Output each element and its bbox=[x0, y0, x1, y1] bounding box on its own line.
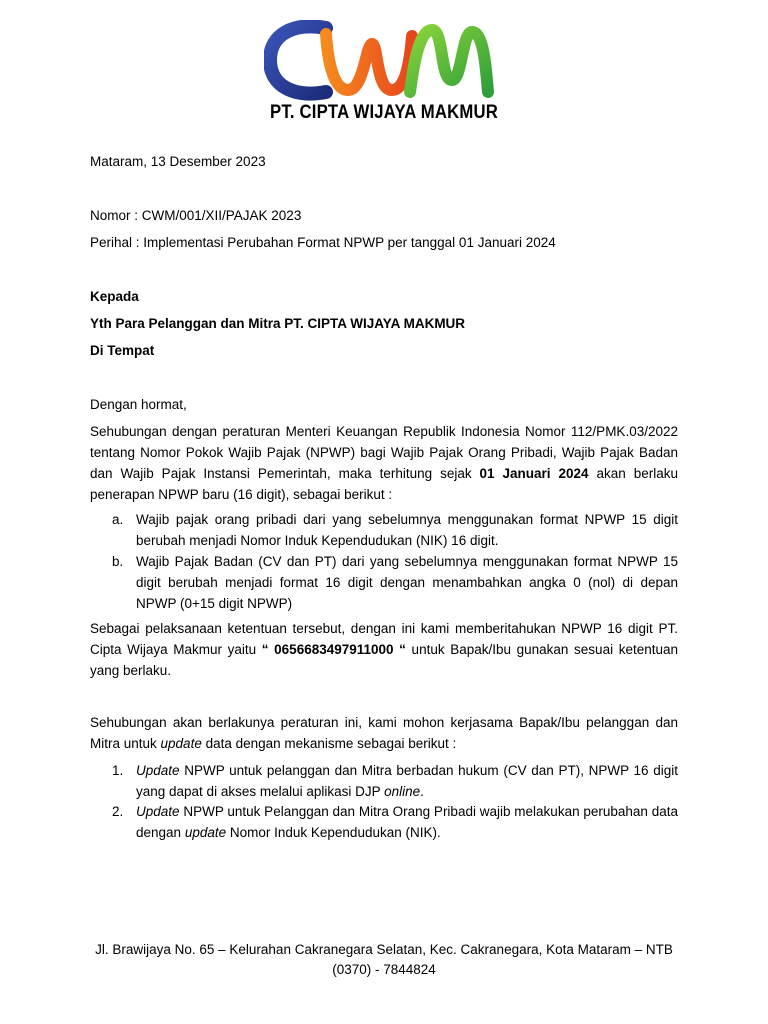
paragraph-regulation-text-end: akan berlaku penerapan NPWP baru (16 digit), sebagai berikut : bbox=[90, 466, 678, 502]
list-item-text: . bbox=[420, 784, 424, 799]
list-item: Wajib Pajak Badan (CV dan PT) dari yang sebelumnya menggunakan format NPWP 15 digit berubah menjadi format 16 digit dengan menambahkan angka 0 (nol) di depan NPWP (0+15 digit NPWP) bbox=[136, 554, 678, 611]
list-item-italic: Update bbox=[136, 763, 180, 778]
paragraph-cooperation-text: Sehubungan akan berlakunya peraturan ini, kami mohon kerjasama Bapak/Ibu pelanggan dan Mitra untuk bbox=[90, 715, 678, 751]
letter-number: Nomor : CWM/001/XII/PAJAK 2023 bbox=[90, 208, 302, 223]
greeting: Dengan hormat, bbox=[90, 397, 187, 412]
list-item-marker: 2. bbox=[112, 804, 124, 819]
footer-phone: (0370) - 7844824 bbox=[332, 962, 436, 977]
paragraph-npwp-text: Sebagai pelaksanaan ketentuan tersebut, dengan ini kami memberitahukan NPWP 16 digit PT. Cipta Wijaya Makmur yaitu bbox=[90, 621, 678, 657]
paragraph-npwp-text-end: untuk Bapak/Ibu gunakan sesuai ketentuan yang berlaku. bbox=[90, 642, 679, 678]
list-item-text: NPWP untuk Pelanggan dan Mitra Orang Pribadi wajib melakukan perubahan data dengan bbox=[136, 804, 678, 840]
paragraph-regulation-text: Sehubungan dengan peraturan Menteri Keuangan Republik Indonesia Nomor 112/PMK.03/2022 tentang Nomor Pokok Wajib Pajak (NPWP) bagi Wajib Pajak Orang Pribadi, Wajib Pajak Badan dan Wajib Pajak Instansi Pemerintah, maka terhitung sejak bbox=[90, 424, 678, 481]
list-item-italic: online bbox=[384, 784, 421, 799]
footer-address: Jl. Brawijaya No. 65 – Kelurahan Cakranegara Selatan, Kec. Cakranegara, Kota Mataram – NTB bbox=[95, 942, 673, 957]
list-item-text: NPWP untuk pelanggan dan Mitra berbadan hukum (CV dan PT), NPWP 16 digit yang dapat di akses melalui aplikasi DJP bbox=[136, 763, 678, 799]
list-item bbox=[136, 801, 678, 843]
company-logo bbox=[264, 20, 494, 102]
list-item-text: Nomor Induk Kependudukan (NIK). bbox=[226, 825, 441, 840]
paragraph-regulation bbox=[90, 421, 678, 505]
list-item-italic: update bbox=[184, 825, 227, 840]
list-item: Wajib pajak orang pribadi dari yang sebelumnya menggunakan format NPWP 15 digit berubah menjadi Nomor Induk Kependudukan (NIK) 16 digit. bbox=[136, 512, 678, 548]
list-item-marker: 1. bbox=[112, 763, 124, 778]
place-date: Mataram, 13 Desember 2023 bbox=[90, 154, 266, 169]
list-item-marker: a. bbox=[112, 512, 124, 527]
update-word: update bbox=[160, 736, 202, 751]
npwp-number: “ 0656683497911000 “ bbox=[261, 642, 406, 657]
list-item-italic: Update bbox=[136, 804, 180, 819]
paragraph-cooperation-text-end: data dengan mekanisme sebagai berikut : bbox=[201, 736, 457, 751]
company-name: PT. CIPTA WIJAYA MAKMUR bbox=[270, 102, 498, 123]
effective-date: 01 Januari 2024 bbox=[479, 466, 589, 481]
paragraph-npwp bbox=[90, 618, 678, 681]
recipient-kepada: Kepada bbox=[90, 289, 139, 304]
recipient-place: Di Tempat bbox=[90, 343, 155, 358]
letter-subject: Perihal : Implementasi Perubahan Format NPWP per tanggal 01 Januari 2024 bbox=[90, 235, 556, 250]
list-item bbox=[136, 760, 678, 802]
paragraph-cooperation bbox=[90, 712, 678, 754]
list-item-marker: b. bbox=[112, 554, 124, 569]
recipient-yth: Yth Para Pelanggan dan Mitra PT. CIPTA WIJAYA MAKMUR bbox=[90, 316, 466, 331]
